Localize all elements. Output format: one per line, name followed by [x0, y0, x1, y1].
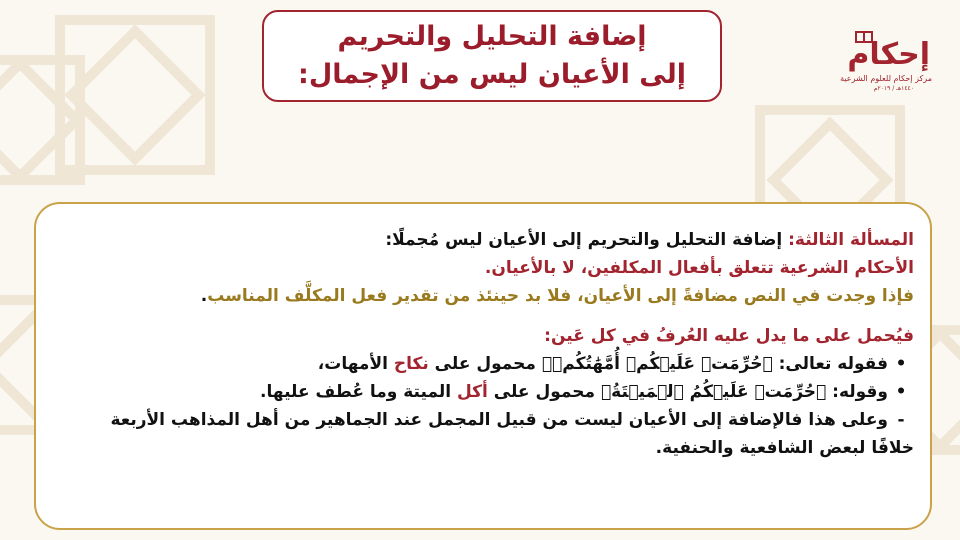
rule-line: الأحكام الشرعية تتعلق بأفعال المكلفين، لا بالأعيان. — [484, 258, 914, 278]
example-2-suffix: الميتة وما عُطف عليها. — [260, 382, 457, 402]
issue-line — [54, 226, 914, 254]
consequence-end: . — [200, 286, 208, 306]
content-text — [54, 226, 914, 462]
bullet-icon: • — [895, 382, 907, 402]
example-2 — [54, 378, 914, 406]
consequence-paragraph — [54, 282, 914, 310]
conclusion-text-1: وعلى هذا فالإضافة إلى الأعيان ليست من قبيل المجمل عند الجماهير من أهل المذاهب الأربعة — [110, 410, 888, 430]
logo-date: ١٤٤٠هـ / ٢٠١٩م — [873, 85, 914, 92]
example-2-prefix: وقوله: ﴿حُرِّمَتۡ عَلَيۡكُمُ ٱلۡمَيۡتَةُ﴾ محمول على — [487, 382, 888, 402]
bullet-icon: • — [895, 354, 907, 374]
slide-title-box — [262, 10, 722, 102]
logo-wordmark: إحكام — [847, 37, 930, 72]
slide-title-line-2: إلى الأعيان ليس من الإجمال: — [298, 59, 686, 90]
spacer — [54, 310, 914, 322]
slide-title-line-1: إضافة التحليل والتحريم — [337, 21, 647, 52]
example-1 — [54, 350, 914, 378]
issue-label: المسألة الثالثة: — [788, 230, 914, 250]
example-1-highlight: نكاح — [393, 354, 429, 374]
example-2-highlight: أكل — [456, 382, 488, 402]
example-1-suffix: الأمهات، — [317, 354, 394, 374]
issue-text: إضافة التحليل والتحريم إلى الأعيان ليس مُجملًا: — [385, 230, 789, 250]
conclusion-line-1 — [54, 406, 914, 434]
meaning-line: فيُحمل على ما يدل عليه العُرفُ في كل عَين: — [544, 326, 914, 346]
consequence-line: فإذا وجدت في النص مضافةً إلى الأعيان، فلا بد حينئذ من تقدير فعل المكلَّف المناسب — [207, 286, 914, 306]
logo-subtitle: مركز إحكام للعلوم الشرعية — [840, 74, 932, 83]
ihkam-logo — [840, 30, 934, 96]
dash-icon: - — [897, 410, 905, 430]
content-box — [34, 202, 932, 530]
conclusion-line-2: خلافًا لبعض الشافعية والحنفية. — [655, 438, 914, 458]
example-1-prefix: فقوله تعالى: ﴿حُرِّمَتۡ عَلَيۡكُمۡ أُمَّهَٰتُكُمۡ﴾ محمول على — [428, 354, 888, 374]
